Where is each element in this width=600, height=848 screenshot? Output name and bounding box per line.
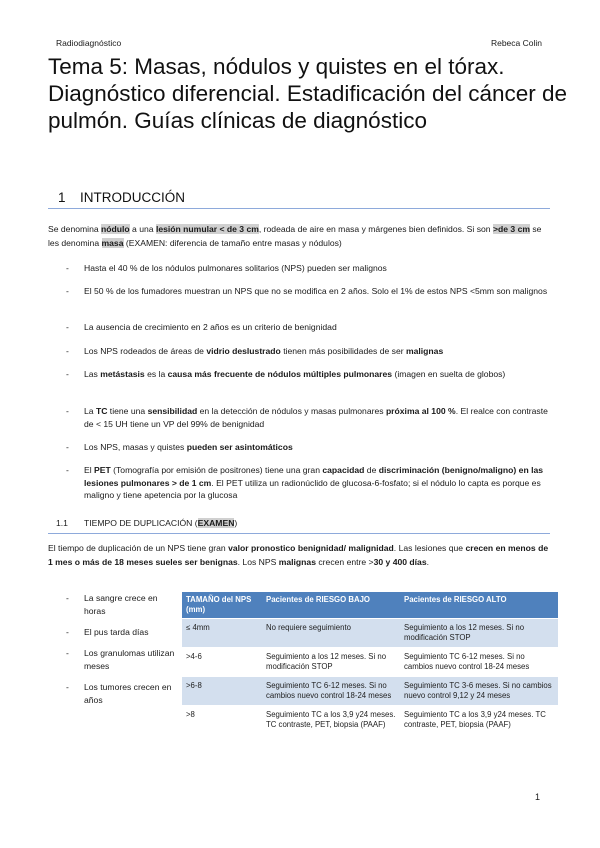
- list-item: - Los NPS rodeados de áreas de vidrio deslustrado tienen más posibilidades de ser malignas: [66, 345, 443, 358]
- list-item: - El PET (Tomografía por emisión de positrones) tiene una gran capacidad de discriminación (benigno/maligno) en las lesiones pulmonares > de 1 cm. El PET utiliza un radionúclido de glucosa-6-fosfato; si el nódulo lo capta es porque es maligno y tiene apetencia por la glucosa: [66, 464, 552, 502]
- list-item: - Hasta el 40 % de los nódulos pulmonares solitarios (NPS) pueden ser malignos: [66, 262, 387, 275]
- header-author: Rebeca Colin: [490, 38, 542, 48]
- table-row: [182, 619, 558, 648]
- list-item: - La TC tiene una sensibilidad en la detección de nódulos y masas pulmonares próxima al 100 %. El realce con contraste de < 15 UH tiene un VP del 99% de benignidad: [66, 405, 552, 430]
- table-cell: >8: [182, 706, 262, 735]
- page-number: 1: [534, 792, 540, 802]
- table-row: [182, 648, 558, 677]
- list-item: - La ausencia de crecimiento en 2 años es un criterio de benignidad: [66, 321, 337, 334]
- table-row: [182, 706, 558, 735]
- list-item: - La sangre crece en horas: [66, 592, 178, 618]
- intro-paragraph: Se denomina nódulo a una lesión numular < de 3 cm, rodeada de aire en masa y márgenes bien definidos. Si son >de 3 cm se les denomina masa (EXAMEN: diferencia de tamaño entre masas y nódulos): [48, 224, 542, 248]
- list-item: - Los NPS, masas y quistes pueden ser asintomáticos: [66, 441, 293, 454]
- table-cell: Seguimiento TC a los 3,9 y24 meses. TC contraste, PET, biopsia (PAAF): [400, 706, 558, 735]
- table-cell: Seguimiento a los 12 meses. Si no modificación STOP: [400, 619, 558, 648]
- list-item: - Los tumores crecen en años: [66, 681, 178, 707]
- section-heading-introduccion: [58, 190, 185, 205]
- table-cell: >4-6: [182, 648, 262, 677]
- list-item: - Las metástasis es la causa más frecuente de nódulos múltiples pulmonares (imagen en suelta de globos): [66, 368, 505, 381]
- table-cell: Seguimiento TC 6-12 meses. Si no cambios nuevo control 18-24 meses: [400, 648, 558, 677]
- header-subject: Radiodiagnóstico: [56, 38, 122, 48]
- table-row: [182, 677, 558, 706]
- table-cell: Seguimiento TC 6-12 meses. Si no cambios nuevo control 18-24 meses: [262, 677, 400, 706]
- page-title: Tema 5: Masas, nódulos y quistes en el tórax. Diagnóstico diferencial. Estadificación del cáncer de pulmón. Guías clínicas de diagnóstico: [48, 54, 568, 133]
- list-item: - Los granulomas utilizan meses: [66, 647, 178, 673]
- growth-time-list: [66, 592, 178, 707]
- table-cell: Seguimiento TC 3-6 meses. Si no cambios nuevo control 9,12 y 24 meses: [400, 677, 558, 706]
- table-cell: ≤ 4mm: [182, 619, 262, 648]
- table-header-cell: Pacientes de RIESGO BAJO: [262, 592, 400, 619]
- list-item: - El 50 % de los fumadores muestran un NPS que no se modifica en 2 años. Solo el 1% de estos NPS <5mm son malignos: [66, 285, 547, 298]
- exam-highlight: EXAMEN: [197, 518, 235, 528]
- subsection-heading-tiempo-duplicacion: 1.1 TIEMPO DE DUPLICACIÓN (EXAMEN): [56, 518, 238, 528]
- list-item: - El pus tarda días: [66, 626, 178, 639]
- subsection-divider: [48, 533, 550, 534]
- table-cell: >6-8: [182, 677, 262, 706]
- table-header-row: [182, 592, 558, 619]
- nps-followup-table: [182, 592, 558, 735]
- subsection-number: 1.1: [56, 518, 68, 528]
- table-cell: Seguimiento a los 12 meses. Si no modificación STOP: [262, 648, 400, 677]
- table-header-cell: Pacientes de RIESGO ALTO: [400, 592, 558, 619]
- table-header-cell: TAMAÑO del NPS (mm): [182, 592, 262, 619]
- section-title: INTRODUCCIÓN: [80, 190, 185, 205]
- table-cell: Seguimiento TC a los 3,9 y24 meses. TC contraste, PET, biopsia (PAAF): [262, 706, 400, 735]
- table-cell: No requiere seguimiento: [262, 619, 400, 648]
- section-divider: [48, 208, 550, 209]
- doubling-paragraph: El tiempo de duplicación de un NPS tiene gran valor pronostico benignidad/ malignidad. Las lesiones que crecen en menos de 1 mes o más de 18 meses sueles ser benignas. Los NPS malignas crecen entre >30 y 400 días.: [48, 543, 549, 567]
- section-number: 1: [58, 190, 66, 205]
